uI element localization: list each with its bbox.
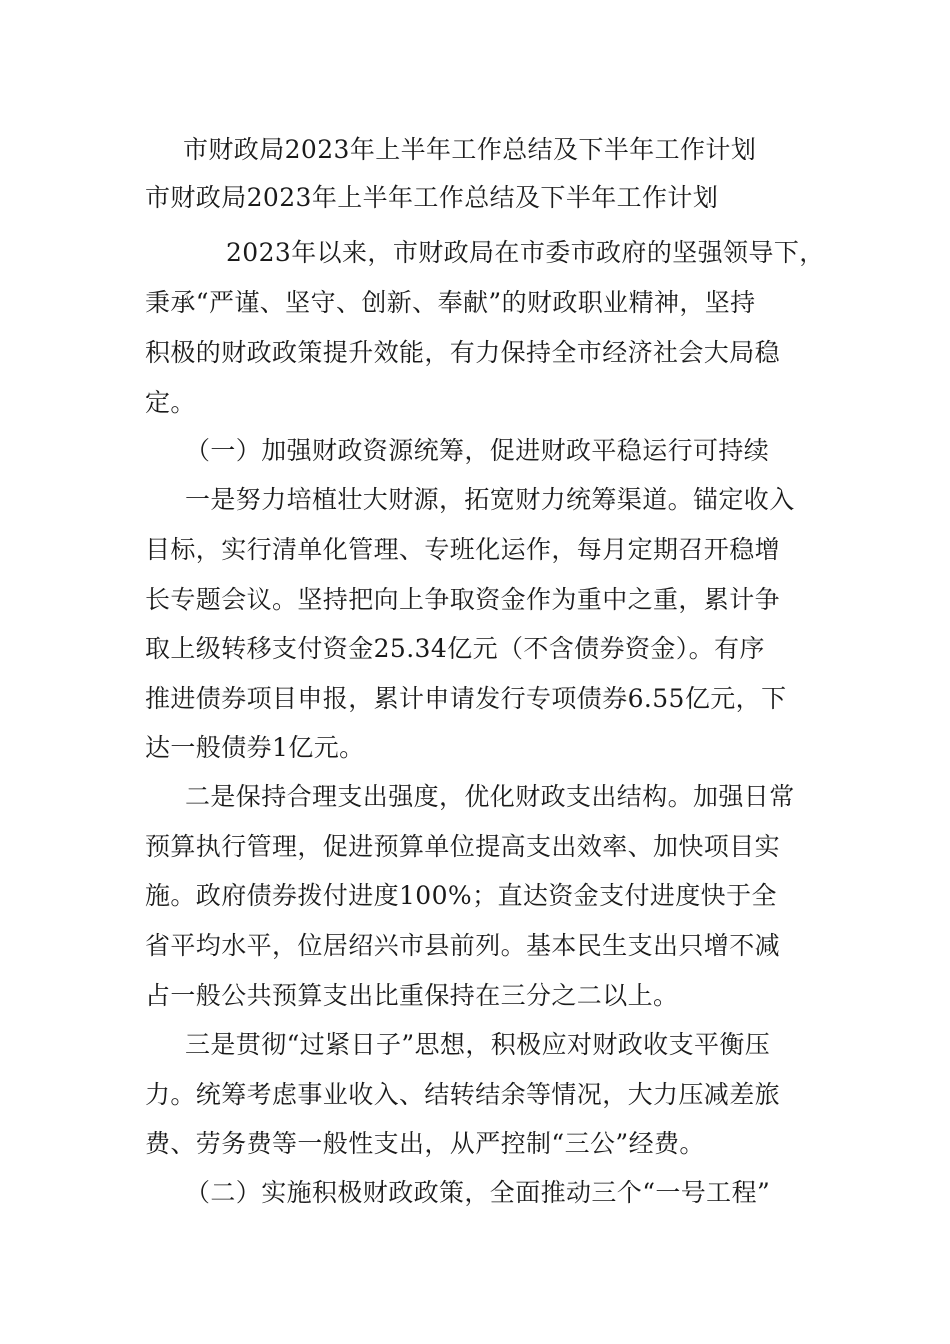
paragraph-line: 预算执行管理，促进预算单位提高支出效率、加快项目实 [145,832,781,861]
paragraph-line: 三是贯彻“过紧日子”思想，积极应对财政收支平衡压 [185,1030,771,1059]
paragraph-line: 施。政府债券拨付进度100%；直达资金支付进度快于全 [145,881,777,910]
paragraph-line: 二是保持合理支出强度，优化财政支出结构。加强日常 [185,782,795,811]
paragraph-line: 费、劳务费等一般性支出，从严控制“三公”经费。 [145,1129,705,1158]
section-heading: （二）实施积极财政政策，全面推动三个“一号工程” [185,1178,771,1207]
document-title: 市财政局2023年上半年工作总结及下半年工作计划 [183,135,757,164]
paragraph-line: 2023年以来，市财政局在市委市政府的坚强领导下， [226,238,825,267]
paragraph-line: 占一般公共预算支出比重保持在三分之二以上。 [145,981,679,1010]
paragraph-line: 定。 [145,388,196,417]
paragraph-line: 力。统筹考虑事业收入、结转结余等情况，大力压减差旅 [145,1080,781,1109]
paragraph-line: 秉承“严谨、坚守、创新、奉献”的财政职业精神，坚持 [145,288,756,317]
paragraph-line: 一是努力培植壮大财源，拓宽财力统筹渠道。锚定收入 [185,485,795,514]
paragraph-line: 省平均水平，位居绍兴市县前列。基本民生支出只增不减 [145,931,781,960]
section-heading: （一）加强财政资源统筹，促进财政平稳运行可持续 [185,436,770,465]
paragraph-line: 达一般债券1亿元。 [145,733,365,762]
paragraph-line: 推进债券项目申报，累计申请发行专项债券6.55亿元，下 [145,684,787,713]
paragraph-line: 取上级转移支付资金25.34亿元（不含债券资金）。有序 [145,634,765,663]
paragraph-line: 积极的财政政策提升效能，有力保持全市经济社会大局稳 [145,338,781,367]
paragraph-line: 长专题会议。坚持把向上争取资金作为重中之重，累计争 [145,585,781,614]
document-title-repeat: 市财政局2023年上半年工作总结及下半年工作计划 [145,183,719,212]
paragraph-line: 目标，实行清单化管理、专班化运作，每月定期召开稳增 [145,535,781,564]
